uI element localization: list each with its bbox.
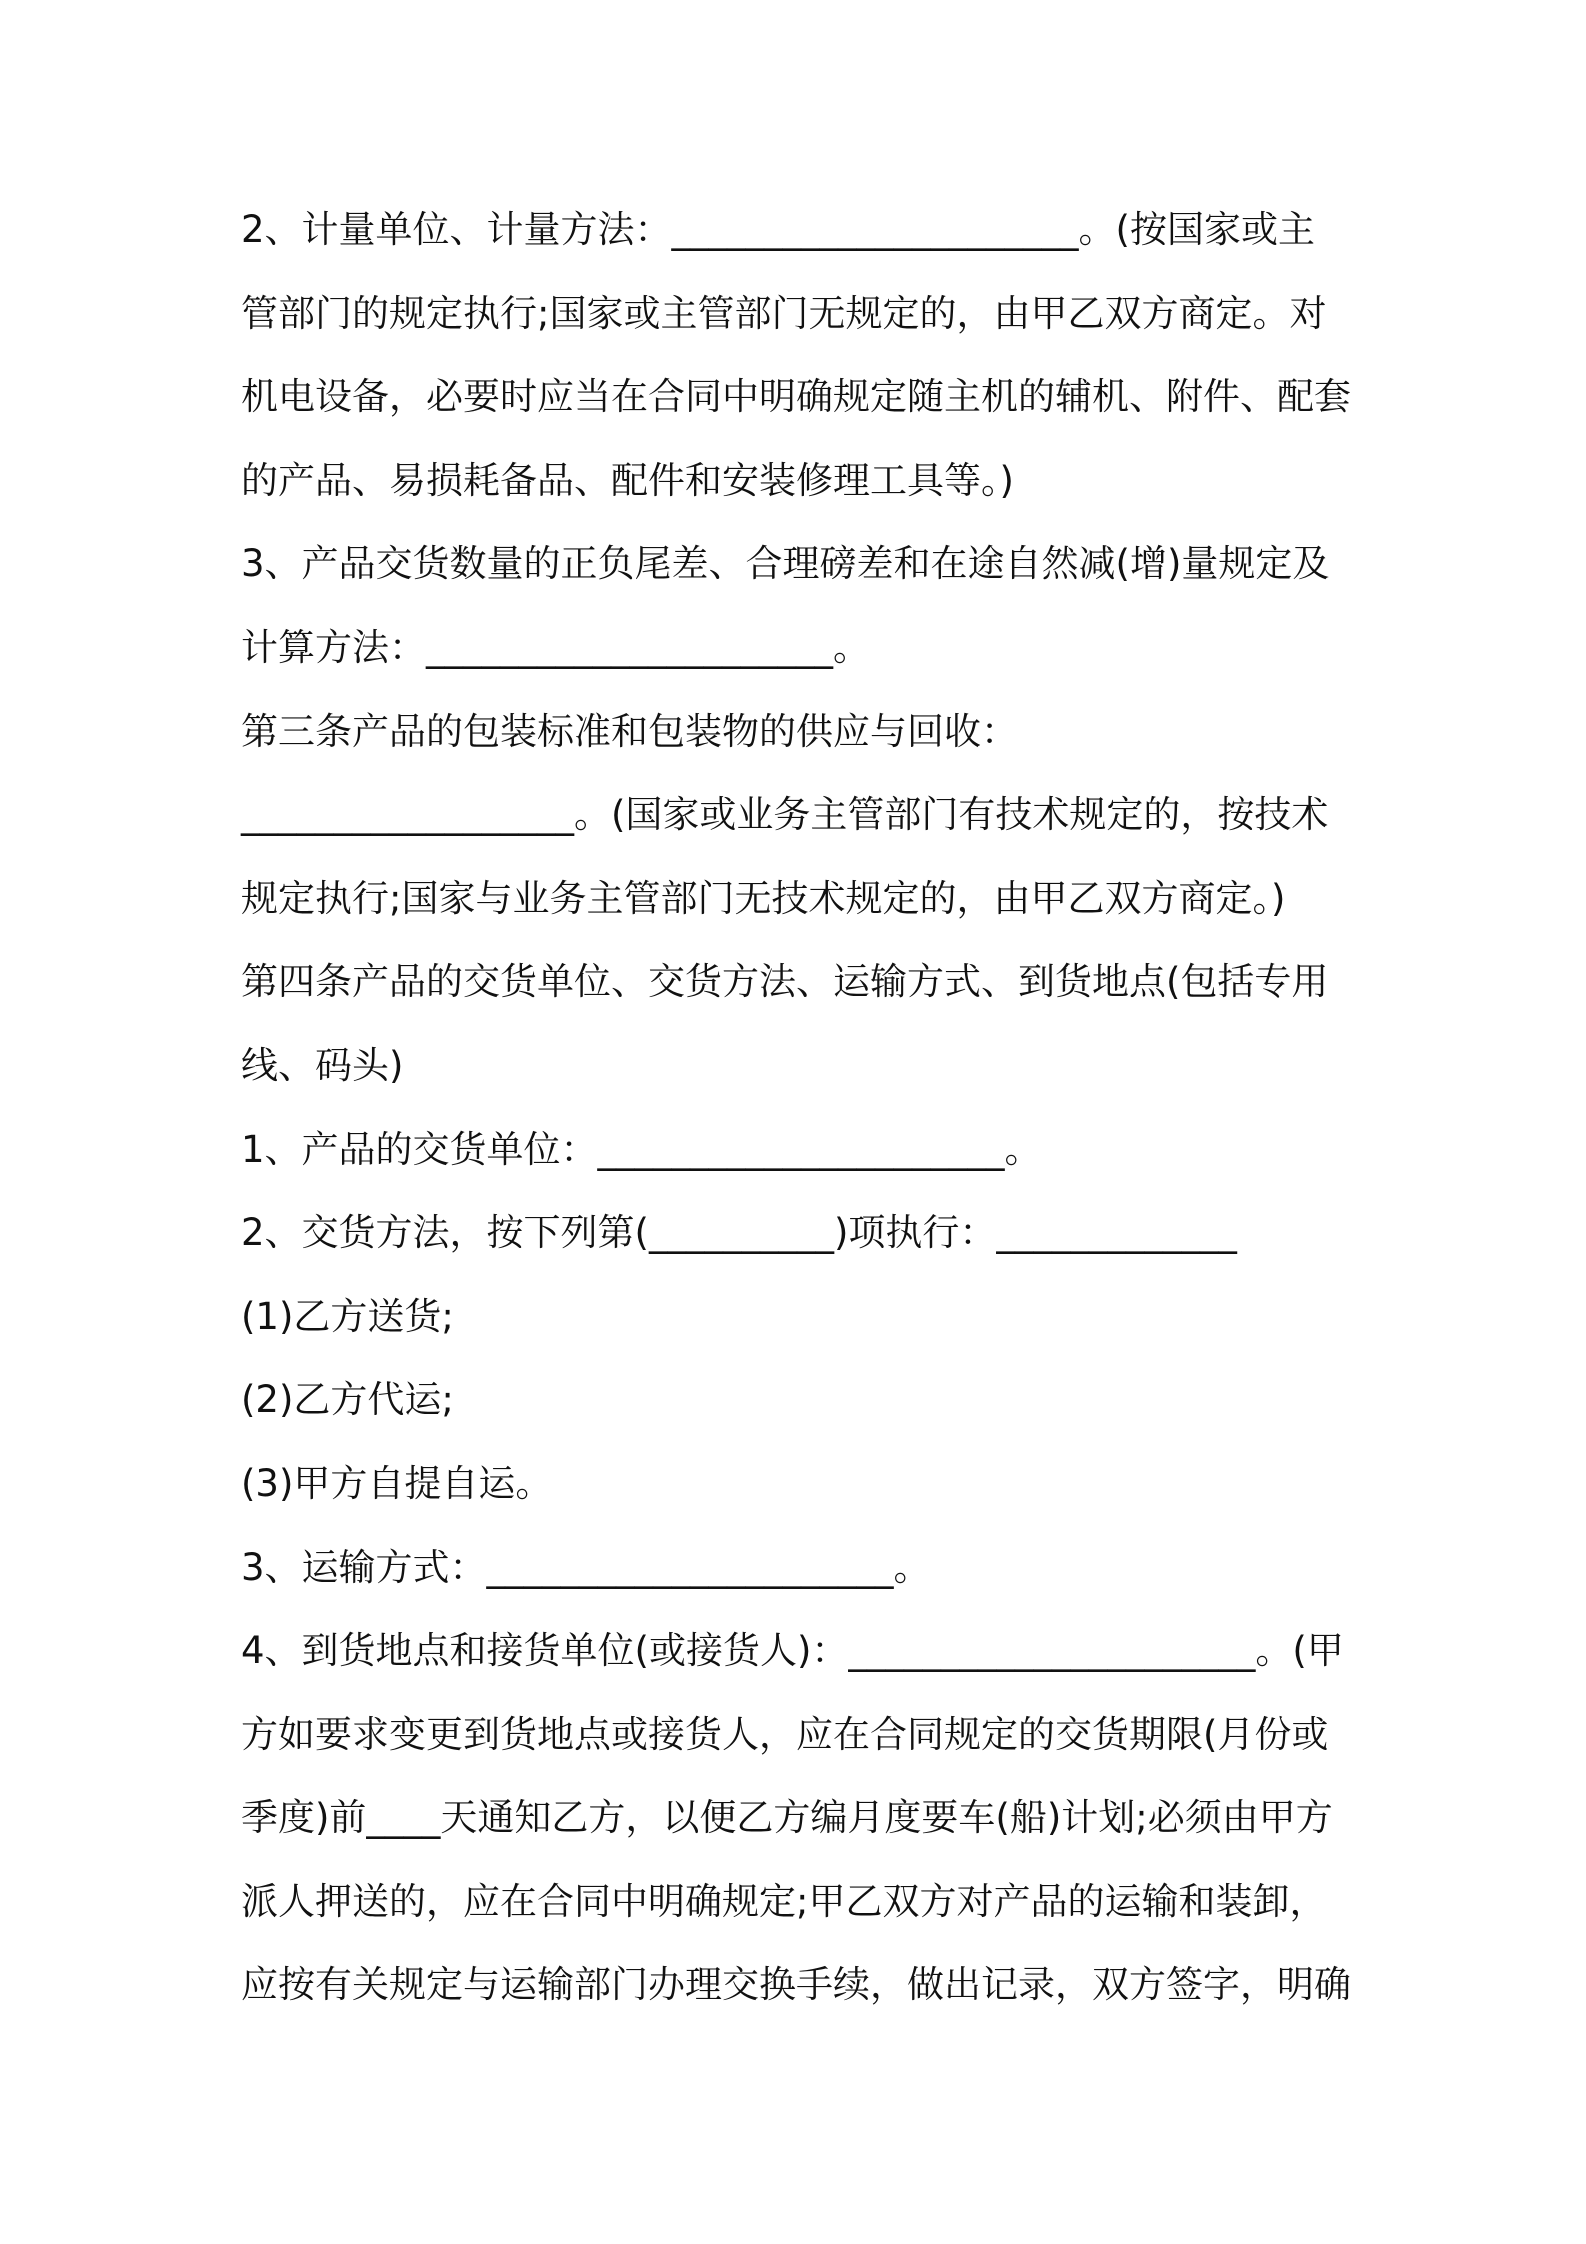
clause-measurement-unit-line: 2、计量单位、计量方法：______________________。(按国家或主 xyxy=(241,208,1315,251)
text-line: 应按有关规定与运输部门办理交换手续，做出记录，双方签字，明确 xyxy=(241,1963,1351,2007)
clause-delivery-method-line: 2、交货方法，按下列第(__________)项执行：_____________ xyxy=(241,1211,1237,1255)
text-line: 计算方法：______________________。 xyxy=(241,625,870,669)
article-four-heading: 第四条产品的交货单位、交货方法、运输方式、到货地点(包括专用 xyxy=(241,960,1329,1004)
clause-delivery-unit-line: 1、产品的交货单位：______________________。 xyxy=(241,1127,1042,1171)
text-line: 管部门的规定执行;国家或主管部门无规定的，由甲乙双方商定。对 xyxy=(241,291,1327,335)
text-line: 机电设备，必要时应当在合同中明确规定随主机的辅机、附件、配套 xyxy=(241,375,1351,419)
clause-transport-mode-line: 3、运输方式：______________________。 xyxy=(241,1545,931,1589)
text-line: 季度)前____天通知乙方，以便乙方编月度要车(船)计划;必须由甲方 xyxy=(241,1796,1333,1840)
text-line: 线、码头) xyxy=(241,1043,404,1087)
option-buyer-pickup: (3)甲方自提自运。 xyxy=(241,1461,553,1505)
text-line: 派人押送的，应在合同中明确规定;甲乙双方对产品的运输和装卸， xyxy=(241,1879,1327,1923)
text-line: 方如要求变更到货地点或接货人，应在合同规定的交货期限(月份或 xyxy=(241,1712,1329,1756)
clause-quantity-tolerance-line: 3、产品交货数量的正负尾差、合理磅差和在途自然减(增)量规定及 xyxy=(241,542,1330,586)
text-line: 规定执行;国家与业务主管部门无技术规定的，由甲乙双方商定。) xyxy=(241,876,1286,920)
option-supplier-delivery: (1)乙方送货; xyxy=(241,1294,454,1338)
text-line: 的产品、易损耗备品、配件和安装修理工具等。) xyxy=(241,458,1014,502)
contract-text-body xyxy=(241,188,1361,2027)
text-line: __________________。(国家或业务主管部门有技术规定的，按技术 xyxy=(241,793,1329,837)
clause-destination-line: 4、到货地点和接货单位(或接货人)：______________________。(甲 xyxy=(241,1629,1344,1673)
option-supplier-shipping: (2)乙方代运; xyxy=(241,1378,454,1422)
article-three-heading: 第三条产品的包装标准和包装物的供应与回收： xyxy=(241,709,1018,753)
